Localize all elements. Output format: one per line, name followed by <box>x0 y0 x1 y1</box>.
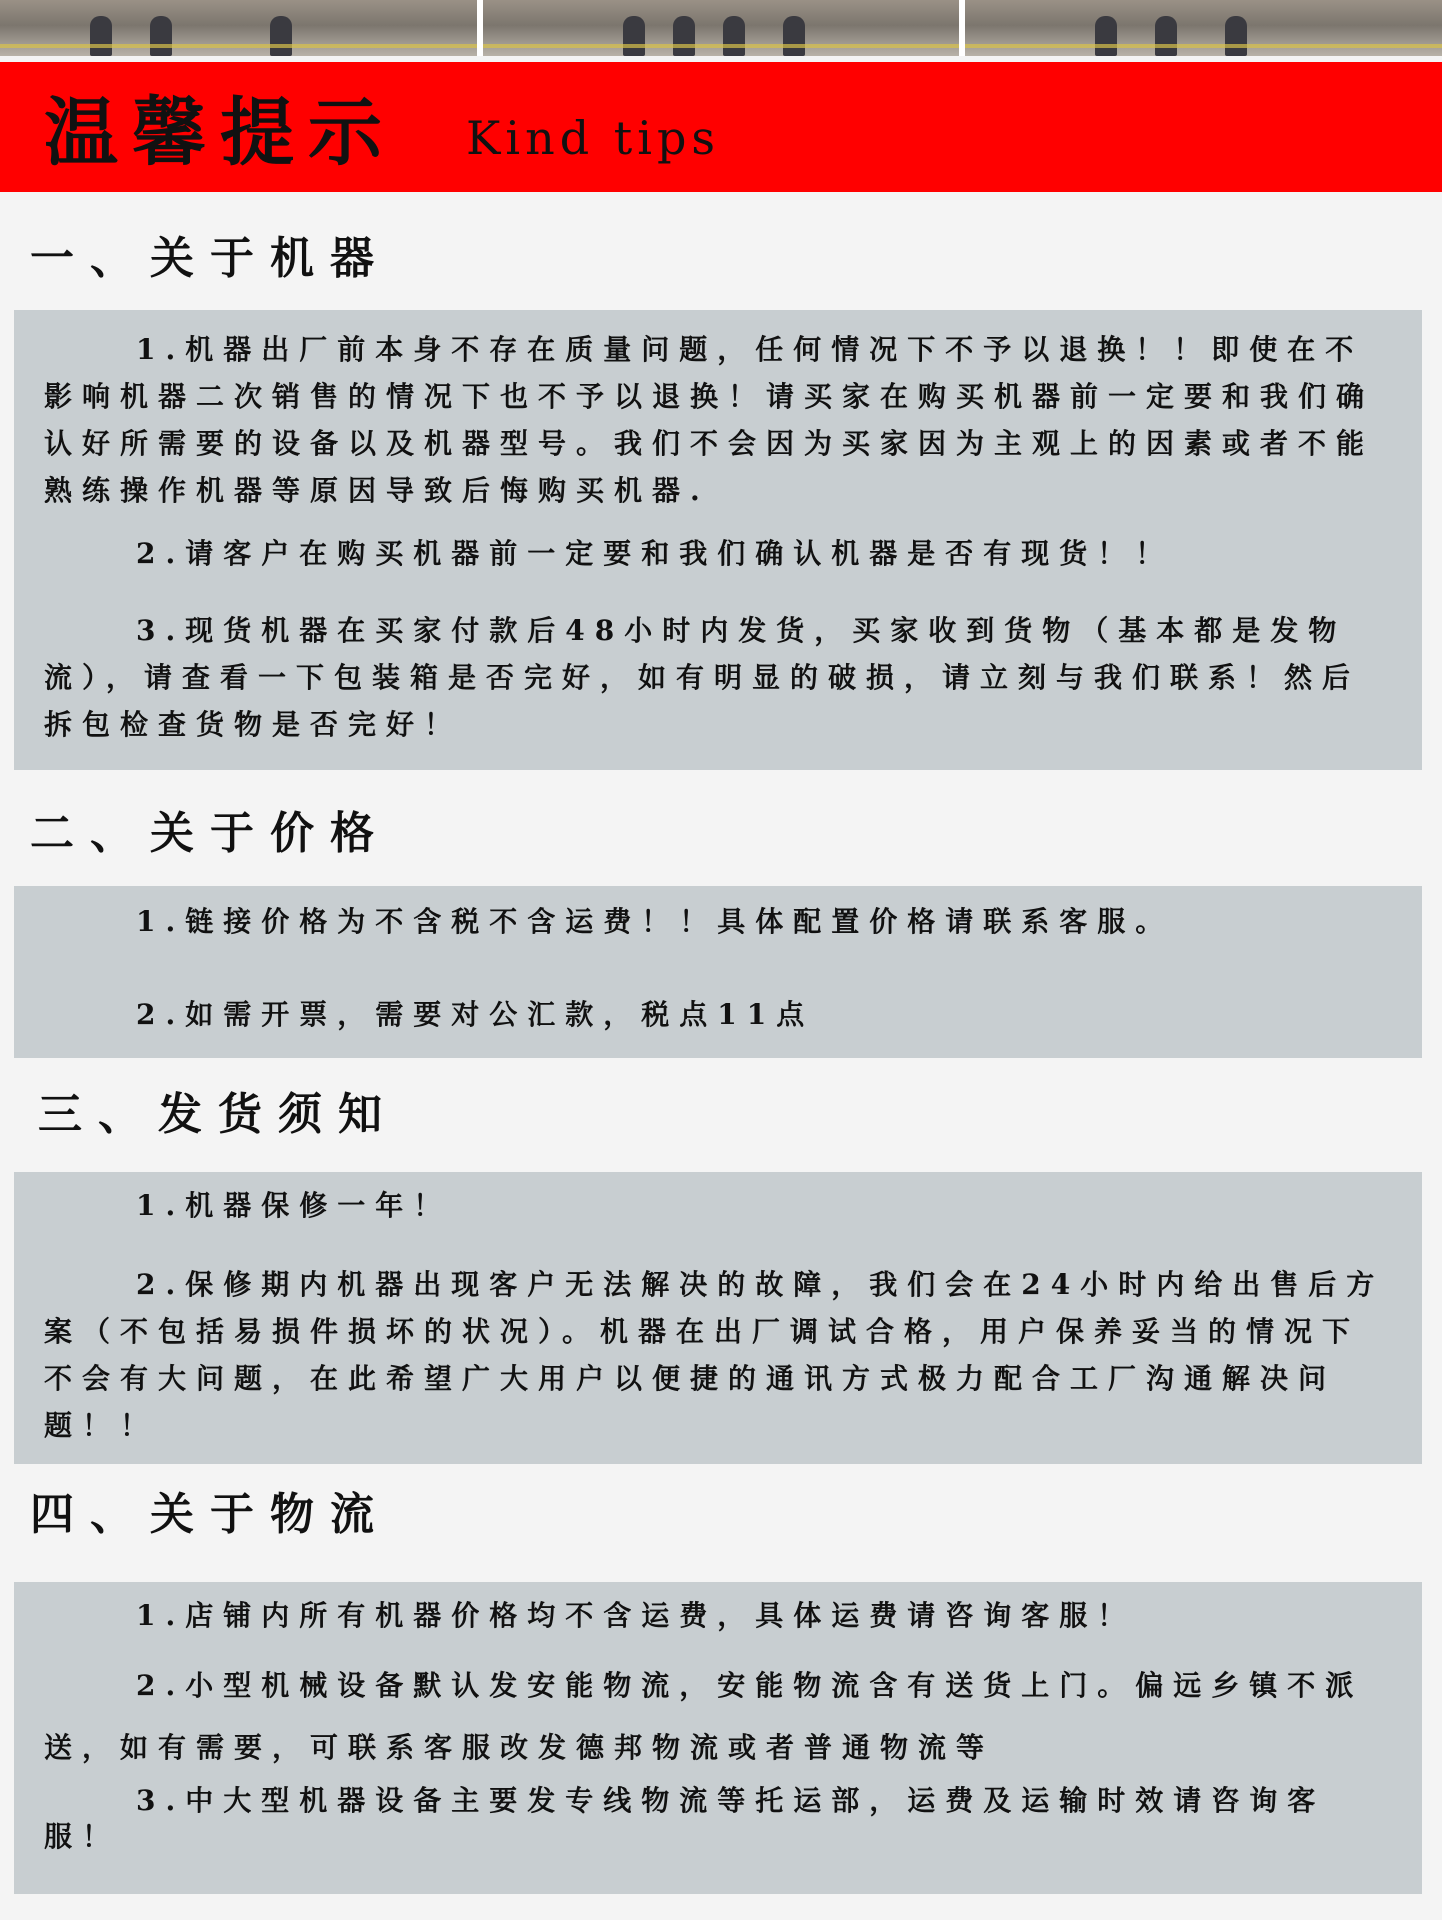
tip-item: 1.店铺内所有机器价格均不含运费，具体运费请咨询客服！ <box>136 1599 1136 1632</box>
tip-item: 1.机器出厂前本身不存在质量问题，任何情况下不予以退换！！即使在不影响机器二次销售的情况下也不予以退换！请买家在购买机器前一定要和我们确认好所需要的设备以及机器型号。我们不会因为买家因为主观上的因素或者不能熟练操作机器等原因导致后悔购买机器. <box>44 333 1375 507</box>
tip-item: 1.链接价格为不含税不含运费！！具体配置价格请联系客服。 <box>136 905 1174 938</box>
banner-title: 温馨提示 <box>44 90 396 176</box>
section-heading-logistics: 四、关于物流 <box>30 1489 390 1540</box>
tip-item: 2.保修期内机器出现客户无法解决的故障，我们会在24小时内给出售后方案（不包括易损件损坏的状况）。机器在出厂调试合格，用户保养妥当的情况下不会有大问题，在此希望广大用户以便捷的通讯方式极力配合工厂沟通解决问题！！ <box>44 1268 1385 1442</box>
tip-item: 1.机器保修一年！ <box>136 1189 452 1222</box>
section-heading-shipping: 三、发货须知 <box>38 1089 398 1140</box>
factory-photo <box>965 0 1442 56</box>
factory-photo <box>483 0 960 56</box>
banner-subtitle: Kind tips <box>466 111 721 165</box>
header-photo-strip <box>0 0 1442 56</box>
section-box-machine <box>14 310 1422 770</box>
tip-item: 2.如需开票，需要对公汇款，税点11点 <box>136 998 815 1031</box>
section-heading-machine: 一、关于机器 <box>30 233 390 284</box>
section-box-logistics <box>14 1582 1422 1894</box>
tip-item: 2.小型机械设备默认发安能物流，安能物流含有送货上门。偏远乡镇不派送，如有需要，可联系客服改发德邦物流或者普通物流等 <box>44 1669 1364 1764</box>
tip-item: 3.中大型机器设备主要发专线物流等托运部，运费及运输时效请咨询客服！ <box>44 1784 1326 1853</box>
tip-item: 2.请客户在购买机器前一定要和我们确认机器是否有现货！！ <box>136 537 1174 570</box>
kind-tips-banner <box>0 62 1442 192</box>
section-box-shipping <box>14 1172 1422 1464</box>
section-box-price <box>14 886 1422 1058</box>
section-heading-price: 二、关于价格 <box>30 808 390 859</box>
factory-photo <box>0 0 477 56</box>
tip-item: 3.现货机器在买家付款后48小时内发货，买家收到货物（基本都是发物流），请查看一下包装箱是否完好，如有明显的破损，请立刻与我们联系！然后拆包检查货物是否完好！ <box>44 614 1361 741</box>
